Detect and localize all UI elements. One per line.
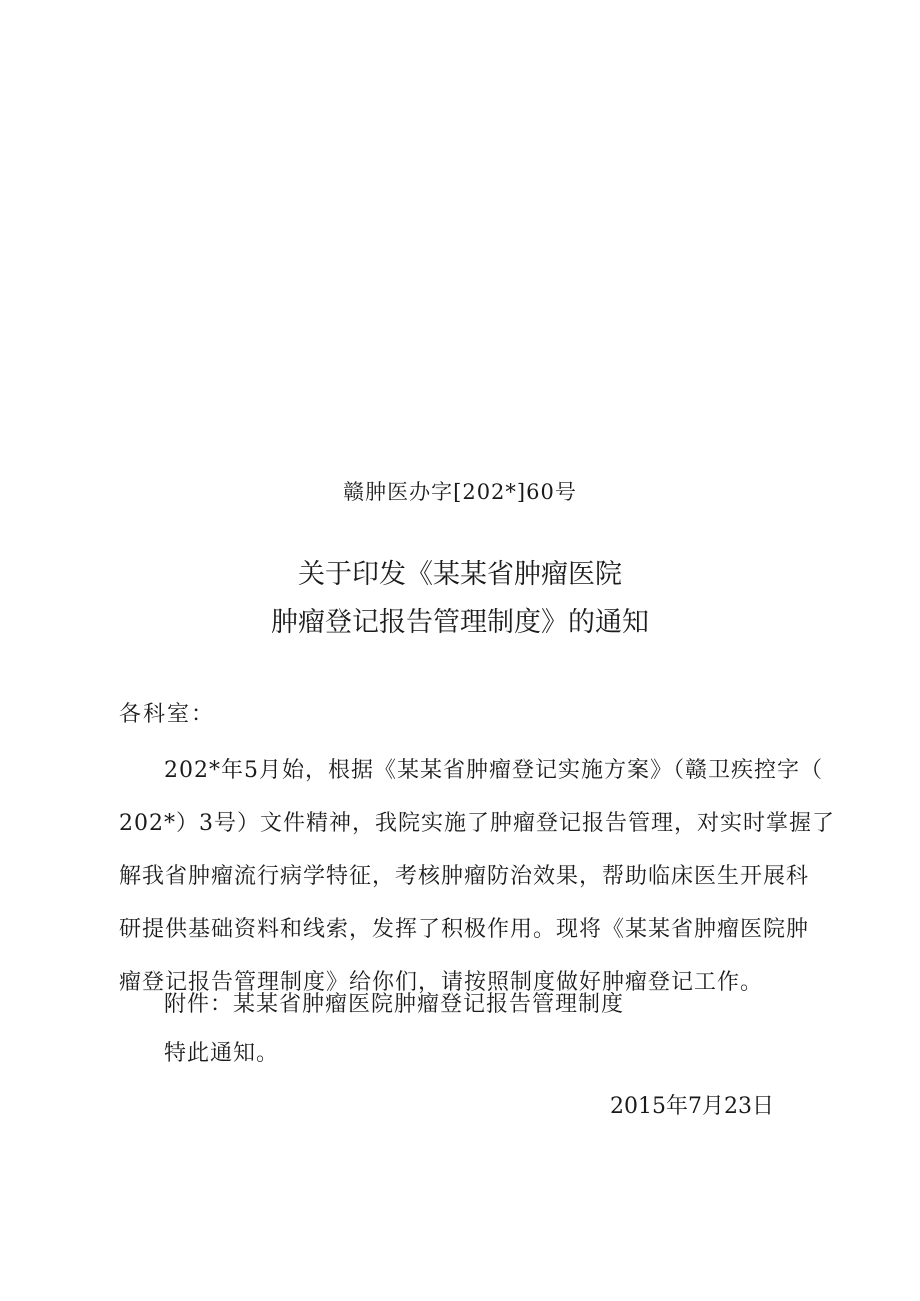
title-line: 肿瘤登记报告管理制度》的通知 <box>271 607 649 638</box>
document-date: 2015年7月23日 <box>610 1094 774 1119</box>
body-line: 研提供基础资料和线索，发挥了积极作用。现将《某某省肿瘤医院肿 <box>119 917 810 942</box>
body-line: 202*）3号）文件精神，我院实施了肿瘤登记报告管理，对实时掌握了 <box>119 811 835 836</box>
body-line: 瘤登记报告管理制度》给你们，请按照制度做好肿瘤登记工作。 <box>119 970 764 995</box>
document-number: 赣肿医办字[202*]60号 <box>343 480 577 504</box>
title-line: 关于印发《某某省肿瘤医院 <box>298 559 622 590</box>
closing-line: 特此通知。 <box>164 1041 280 1066</box>
body-line: 解我省肿瘤流行病学特征，考核肿瘤防治效果，帮助临床医生开展科 <box>119 864 810 889</box>
body-paragraph <box>119 744 835 1009</box>
body-line: 202*年5月始，根据《某某省肿瘤登记实施方案》（赣卫疾控字（ <box>164 758 823 783</box>
attachment-note: 附件：某某省肿瘤医院肿瘤登记报告管理制度 <box>164 992 625 1017</box>
salutation: 各科室： <box>119 702 216 727</box>
document-title <box>0 551 920 647</box>
